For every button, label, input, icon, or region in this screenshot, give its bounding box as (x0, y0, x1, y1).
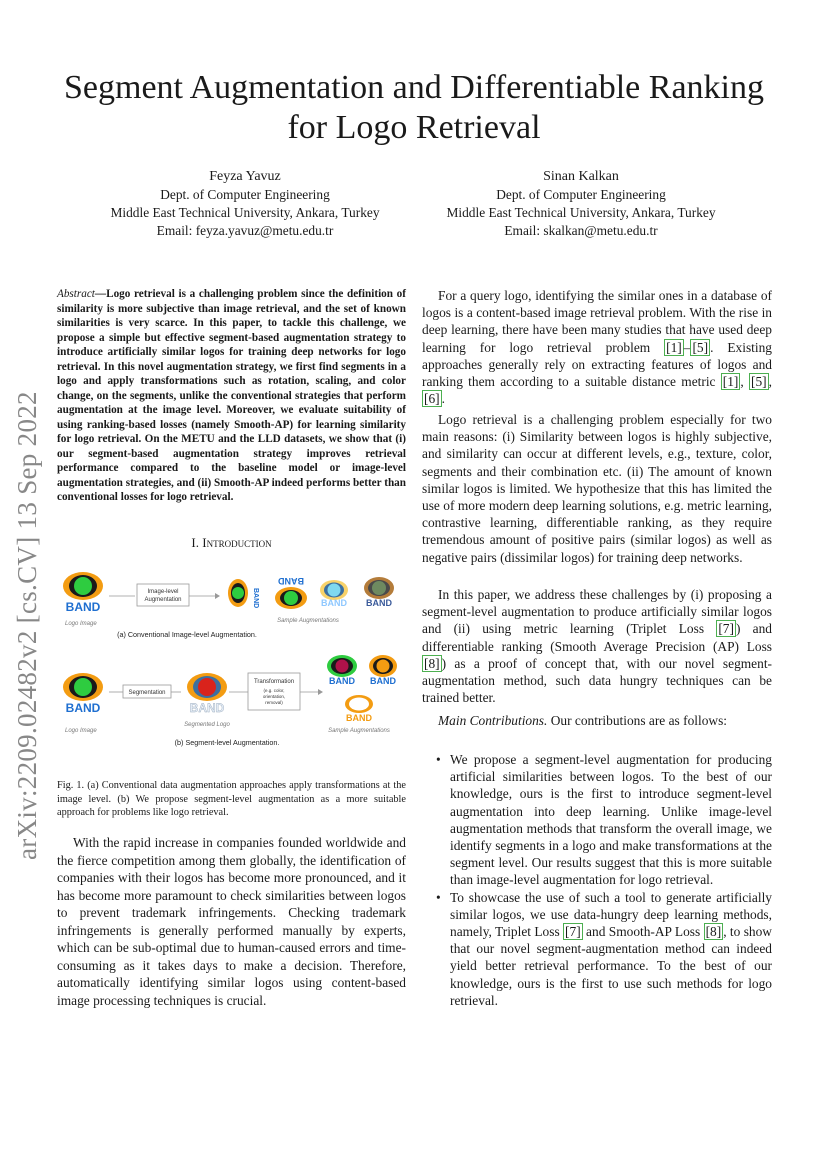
image-level-label: Image-level (147, 589, 179, 595)
figure-1-graphic (57, 566, 406, 766)
logo-text: BAND (65, 701, 101, 715)
transformation-sub-1: (e.g. color, (263, 688, 285, 693)
logo-text: BAND (252, 588, 259, 609)
title-line-2: for Logo Retrieval (287, 109, 541, 146)
original-logo-a (63, 572, 103, 614)
list-item: • We propose a segment-level augmentation for producing artificial similarities between logos. To the best of our knowledge, ours is the first to introduce segment-level augmentation into deep learning. Unlike image-level augmentation methods that transform the overall image, we identify segments in a logo and make transformations at the segment level. Our results suggest that this is more suitable than image-level augmentation for logo retrieval. (436, 752, 772, 888)
aug-sample-4 (364, 577, 394, 608)
author-name: Feyza Yavuz (209, 169, 281, 184)
logo-text: BAND (366, 598, 392, 608)
author-institution: Middle East Technical University, Ankara, Turkey (446, 205, 716, 220)
bullet-text: We propose a segment-level augmentation for producing artificial similarities between logos. To the best of our knowledge, ours is the first to introduce segment-level augmentation into deep learning. Unlike image-level augmentation methods that transform the overall image, we identify segments in a logo and make transformations at the segment level. Our results suggest that this is more suitable than image-level augmentation for logo retrieval. (450, 752, 772, 888)
contributions-intro (422, 712, 772, 729)
text-run: . Existing approaches generally rely on extracting features of logos and ranking them according to a suitable distance metric (422, 339, 772, 390)
aug-sample-1 (228, 579, 259, 608)
transformation-label: Transformation (253, 679, 295, 685)
abstract-label: Abstract (57, 288, 95, 300)
segmented-logo (187, 673, 227, 715)
seg-sample-1 (327, 655, 357, 686)
logo-text: BAND (329, 676, 355, 686)
intro-paragraph-left: With the rapid increase in companies founded worldwide and the fierce competition among them globally, the identification of companies with their logos has become more pronounced, and it has become more paramount to check similarities between logos to prevent trademark infringements. Checking trademark infringements is generally performed manually by experts, which can be sub-optimal due to human-caused errors and time-consuming as it takes days to make a decision. Therefore, automatically identifying similar logos using content-based image processing techniques is crucial. (57, 835, 406, 1008)
author-block-1 (80, 168, 410, 240)
author-dept: Dept. of Computer Engineering (160, 187, 330, 202)
aug-sample-2 (275, 576, 307, 609)
original-logo-b (63, 673, 103, 715)
text-run: In this paper, we address these challenges by (i) proposing a segment-level augmentation to produce artificially similar logos and (ii) using metric learning (Triplet Loss (422, 587, 772, 637)
text-run: . (441, 391, 445, 407)
section-number: I. (191, 535, 199, 550)
right-paragraph-3 (422, 586, 772, 706)
segmented-logo-label: Segmented Logo (184, 722, 230, 728)
right-paragraph-1: For a query logo, identifying the similar ones in a database of logos is a content-based image retrieval problem. With the rise in deep learning, there have been many studies that have used deep learning for logo retrieval problem [1] – [5] . Existing approaches generally rely on extracting features of logos and ranking them according to a suitable distance metric [1] , [5] , [6] . (422, 288, 772, 407)
logo-text: BAND (65, 600, 101, 614)
citation-link[interactable]: [5] (692, 339, 709, 355)
citation-link[interactable]: [6] (424, 391, 440, 407)
author-institution: Middle East Technical University, Ankara, Turkey (110, 205, 380, 220)
figure-caption: Fig. 1. (a) Conventional data augmentation approaches apply transformations at the image level. (b) We propose segment-level augmentation as a more suitable approach for problems like logo retrieval. (57, 780, 406, 818)
list-item: • To showcase the use of such a tool to generate artificially similar logos, we use data-hungry deep learning methods, namely, Triplet Loss [7] and Smooth-AP Loss [8] , to show that our novel segment-augmentation method can indeed yield better retrieval performance. To the best of our knowledge, ours is the first to use such methods for logo retrieval. (436, 889, 772, 1008)
sample-aug-label: Sample Augmentations (277, 618, 339, 624)
transformation-sub-3: removal) (265, 700, 283, 705)
logo-text: BAND (346, 713, 372, 723)
author-email: Email: skalkan@metu.edu.tr (504, 223, 658, 238)
citation-link[interactable]: [8] (424, 655, 440, 671)
contributions-list (422, 751, 772, 1009)
right-paragraph-2: Logo retrieval is a challenging problem especially for two main reasons: (i) Similarity between logos is highly subjective, and similarity can occur at different levels, e.g., texture, color, segments and their combination etc. (ii) The amount of known similar logos is limited. We hypothesize that this has limited the use of more modern deep learning solutions, e.g. metric learning, contrastive learning, differentiable ranking, as they require tremendous amount of positive pairs (similar logos) as well as negative pairs (dissimilar logos) for training deep networks. (422, 412, 772, 565)
caption-b: (b) Segment-level Augmentation. (174, 738, 280, 747)
paper-title (40, 68, 788, 148)
sample-aug-label-b: Sample Augmentations (328, 728, 390, 734)
segmentation-label: Segmentation (128, 690, 166, 696)
aug-sample-3 (320, 580, 348, 608)
section-heading (57, 535, 406, 551)
citation-link[interactable]: [1] (666, 339, 682, 355)
logo-text: BAND (278, 576, 304, 586)
seg-sample-3 (345, 695, 373, 723)
contrib-label: Main Contributions. (438, 713, 548, 728)
logo-text: BAND (321, 598, 347, 608)
citation-link[interactable]: [1] (722, 374, 739, 390)
seg-sample-2 (369, 655, 397, 686)
author-block-2 (416, 168, 746, 240)
citation-link[interactable]: [5] (751, 374, 767, 390)
figure-1 (57, 566, 406, 766)
abstract (57, 287, 406, 505)
logo-image-label: Logo Image (65, 621, 97, 627)
author-dept: Dept. of Computer Engineering (496, 187, 666, 202)
caption-a: (a) Conventional Image-level Augmentation. (117, 630, 257, 639)
abstract-text: —Logo retrieval is a challenging problem since the definition of similarity is more subjective than image retrieval, and the set of known similarities is very scarce. In this paper, to tackle this challenge, we propose a simple but effective segment-based augmentation strategy to introduce artificially similar logos for training deep networks for logo retrieval. In this novel augmentation strategy, we first find segments in a logo and apply transformations such as rotation, scaling, and color change, on the segments, unlike the conventional strategies that perform augmentation at the image level. Moreover, we evaluate suitability of using ranking-based losses (namely Smooth-AP) for learning similarity for logo retrieval. On the METU and the LLD datasets, we show that (i) our segment-based augmentation strategy improves retrieval performance compared to the baseline model or image-level augmentation strategies, and (ii) Smooth-AP indeed performs better than conventional losses for logo retrieval. (57, 288, 406, 503)
citation-link[interactable]: [7] (565, 924, 581, 940)
logo-text: BAND (189, 701, 225, 715)
bullet-text: , to show that our novel segment-augmentation method can indeed yield better retrieval performance. To the best of our knowledge, ours is the first to use such methods for logo retrieval. (450, 924, 772, 1008)
logo-text: BAND (370, 676, 396, 686)
bullet-text: and Smooth-AP Loss (582, 924, 704, 940)
text-run: For a query logo, identifying the similar ones in a database of logos is a content-based image retrieval problem. With the rise in deep learning, there have been many studies that have used deep learning for logo retrieval problem (422, 288, 772, 355)
bullet-text: To showcase the use of such a tool to generate artificially similar logos, we use data-hungry deep learning methods, namely, Triplet Loss (450, 889, 772, 940)
title-line-1: Segment Augmentation and Differentiable Ranking (64, 69, 764, 106)
augmentation-label: Augmentation (144, 597, 182, 603)
author-email: Email: feyza.yavuz@metu.edu.tr (156, 223, 334, 238)
text-run: – (683, 339, 691, 355)
citation-link[interactable]: [7] (718, 621, 734, 637)
text-run: ) and differentiable ranking (Smooth Average Precision (AP) Loss (422, 621, 772, 654)
arxiv-identifier: arXiv:2209.02482v2 [cs.CV] 13 Sep 2022 (12, 391, 42, 860)
author-name: Sinan Kalkan (543, 169, 619, 184)
section-title: Introduction (202, 535, 272, 550)
logo-image-label-b: Logo Image (65, 728, 97, 734)
citation-link[interactable]: [8] (705, 924, 722, 940)
contrib-text: Our contributions are as follows: (547, 713, 727, 728)
transformation-sub-2: orientation, (262, 694, 286, 699)
text-run: ) as a proof of concept that, with our novel segment-augmentation method, such data hungry techniques can be trained better. (422, 655, 772, 706)
